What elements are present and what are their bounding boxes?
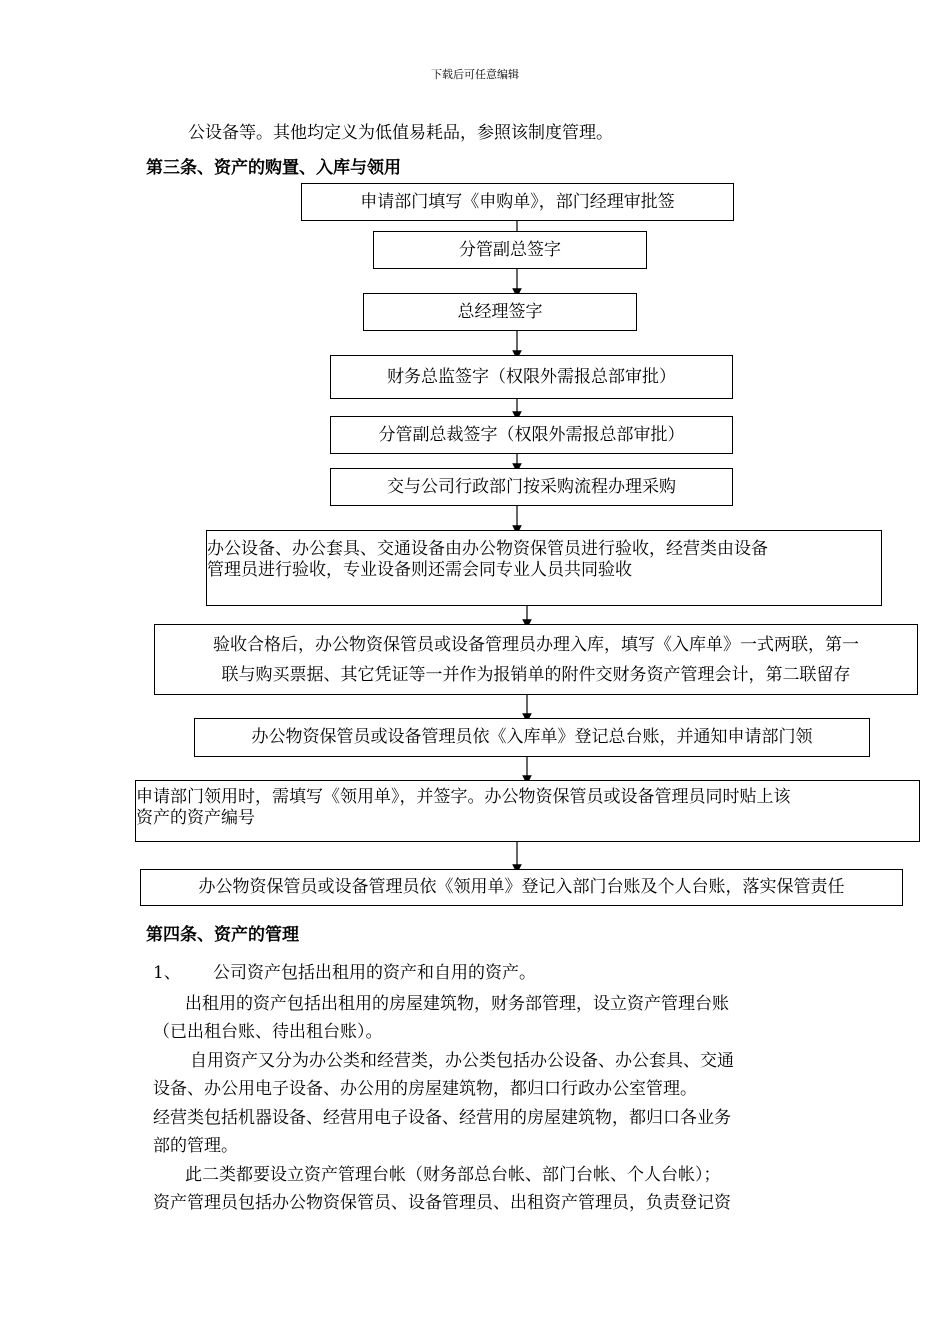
flow-step-8-line1: 验收合格后，办公物资保管员或设备管理员办理入库，填写《入库单》一式两联，第一 [213,634,859,655]
flow-step-7 [206,530,882,606]
flow-step-5: 分管副总裁签字（权限外需报总部审批） [330,416,733,454]
flow-step-2: 分管副总签字 [373,231,647,269]
flow-step-7-line2: 管理员进行验收，专业设备则还需会同专业人员共同验收 [207,560,632,580]
flow-step-8 [154,624,918,695]
paragraph-1-line-2: （已出租台账、待出租台账）。 [153,1022,383,1042]
flow-step-1: 申请部门填写《申购单》，部门经理审批签 [301,183,734,221]
paragraph-2-line-1: 自用资产又分为办公类和经营类，办公类包括办公设备、办公套具、交通 [190,1051,734,1071]
paragraph-3-line-2: 资产管理员包括办公物资保管员、设备管理员、出租资产管理员，负责登记资 [153,1193,731,1213]
list-item-text: 公司资产包括出租用的资产和自用的资产。 [213,963,536,983]
flow-step-7-line1: 办公设备、办公套具、交通设备由办公物资保管员进行验收，经营类由设备 [207,539,768,559]
flow-step-10-line1: 申请部门领用时，需填写《领用单》，并签字。办公物资保管员或设备管理员同时贴上该 [136,787,791,807]
paragraph-2-line-2: 设备、办公用电子设备、办公用的房屋建筑物，都归口行政办公室管理。 [153,1079,697,1099]
paragraph-2-line-4: 部的管理。 [153,1136,238,1156]
flow-step-11: 办公物资保管员或设备管理员依《领用单》登记入部门台账及个人台账，落实保管责任 [140,869,903,906]
header-watermark: 下载后可任意编辑 [431,68,519,81]
flow-step-10-line2: 资产的资产编号 [136,808,255,828]
paragraph-3-line-1: 此二类都要设立资产管理台帐（财务部总台帐、部门台帐、个人台帐）； [185,1165,721,1185]
flow-step-9: 办公物资保管员或设备管理员依《入库单》登记总台账，并通知申请部门领 [194,718,870,757]
section4-heading: 第四条、资产的管理 [146,925,299,945]
intro-line: 公设备等。其他均定义为低值易耗品，参照该制度管理。 [188,123,613,143]
paragraph-2-line-3: 经营类包括机器设备、经营用电子设备、经营用的房屋建筑物，都归口各业务 [153,1108,731,1128]
flow-step-10 [135,780,920,842]
flow-step-8-line2: 联与购买票据、其它凭证等一并作为报销单的附件交财务资产管理会计，第二联留存 [221,664,851,685]
paragraph-1-line-1: 出租用的资产包括出租用的房屋建筑物，财务部管理，设立资产管理台账 [185,994,729,1014]
list-item-number: 1、 [153,963,181,983]
section3-heading: 第三条、资产的购置、入库与领用 [146,158,401,178]
flow-step-4: 财务总监签字（权限外需报总部审批） [330,355,733,399]
flow-step-3: 总经理签字 [363,293,637,331]
flow-step-6: 交与公司行政部门按采购流程办理采购 [330,468,733,506]
